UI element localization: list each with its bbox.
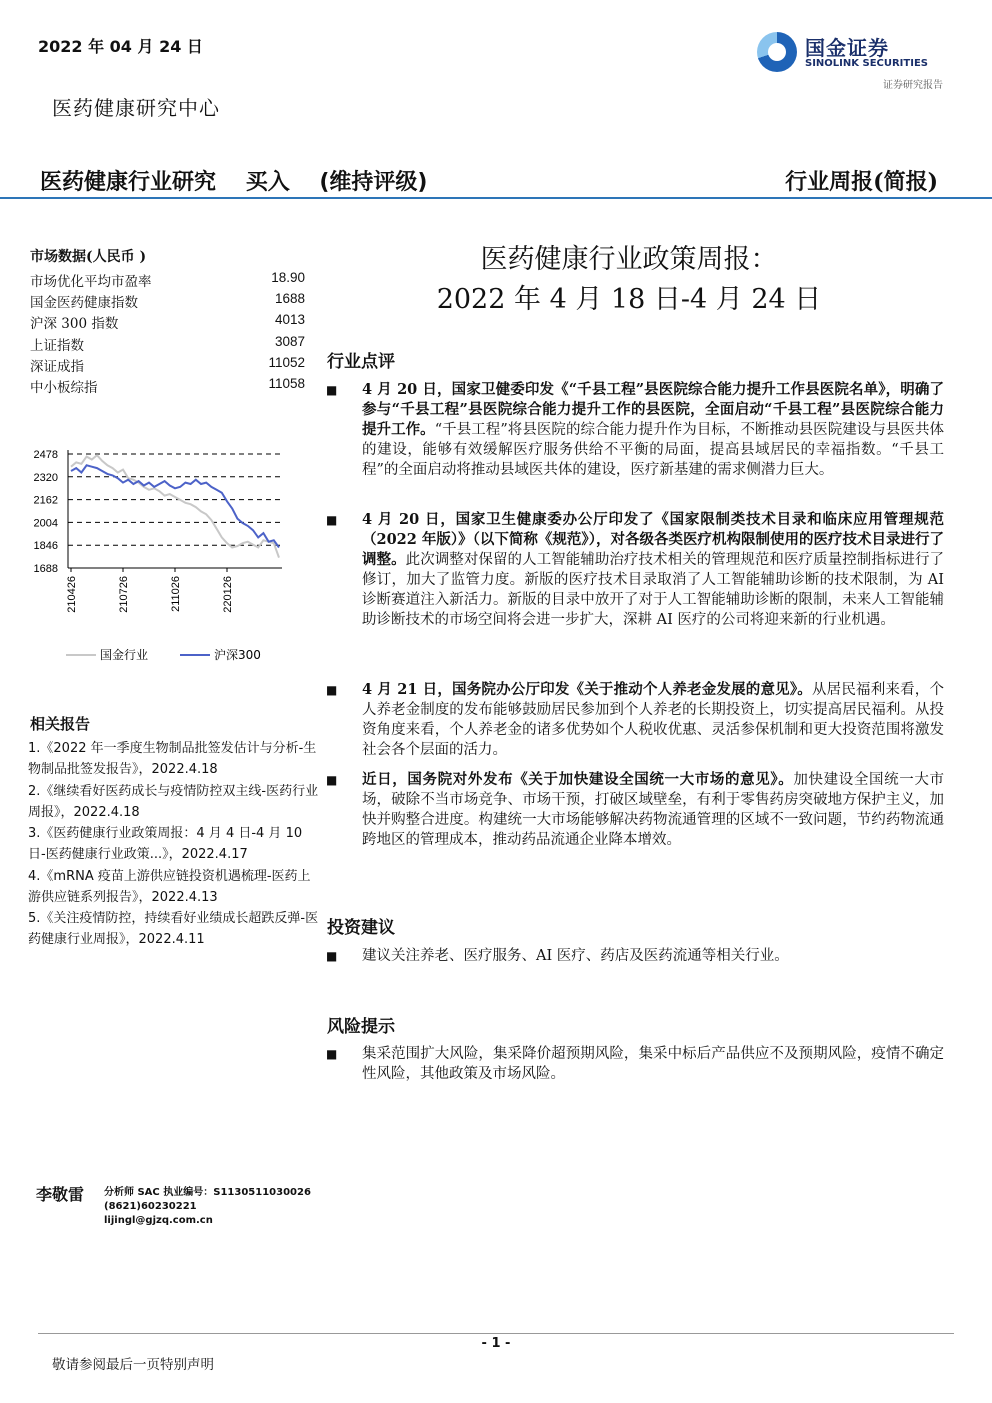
bullet-icon: ■	[326, 383, 338, 397]
y-tick-label: 1688	[33, 563, 58, 575]
comment-text: “千县工程”将县医院的综合能力提升作为目标，不断推动县医院建设与县医共体的建设，能够有效缓解医疗服务供给不平衡的局面，提高县域居民的幸福指数。“千县工程”的全面启动将推动县域医共体的建设，医疗新基建的需求侧潜力巨大。	[362, 422, 945, 478]
market-row	[30, 376, 305, 396]
market-value: 1688	[274, 291, 305, 306]
related-item[interactable]: 5.《关注疫情防控，持续看好业绩成长超跌反弹-医药健康行业周报》，2022.4.11	[28, 911, 319, 947]
report-type: 行业周报(简报)	[785, 169, 938, 195]
related-title: 相关报告	[30, 715, 91, 733]
x-tick-label: 210426	[66, 576, 78, 613]
logo-mark-icon	[757, 32, 797, 72]
research-center: 医药健康研究中心	[52, 96, 220, 120]
comment-item	[326, 380, 944, 480]
y-tick-label: 2004	[33, 517, 58, 530]
x-tick-label: 210726	[118, 576, 130, 613]
report-title-line1: 医药健康行业政策周报：	[480, 244, 778, 275]
rating-label: 买入	[245, 170, 290, 195]
market-row	[30, 291, 305, 311]
series-line-1	[71, 465, 279, 547]
author-phone: (8621)60230221	[104, 1201, 197, 1212]
y-tick-label: 2478	[33, 449, 58, 461]
logo-cn: 国金证券	[805, 36, 889, 60]
title-bar	[40, 165, 450, 196]
x-tick-label: 211026	[170, 576, 182, 612]
market-value: 4013	[274, 312, 305, 327]
header-divider	[0, 197, 992, 199]
market-value: 11058	[268, 376, 305, 391]
market-row	[30, 270, 305, 290]
invest-heading: 投资建议	[327, 918, 395, 938]
comment-bold: 4 月 20 日，国家卫健委印发《“千县工程”县医院综合能力提升工作县医院名单》，明确了参与“千县工程”县医院综合能力提升工作的县医院，全面启动“千县工程”县医院综合能力提升工作。	[362, 381, 944, 438]
page-number: - 1 -	[481, 1336, 511, 1351]
market-row	[30, 334, 305, 354]
comment-text: 从居民福利来看，个人养老金制度的发布能够鼓励居民参加到个人养老的长期投资上，切实提高居民福利。从投资角度来看，个人养老金的诸多优势如个人税收优惠、灵活参保机制和更大投资范围将激发社会各个层面的活力。	[362, 682, 944, 758]
author-sac: 分析师 SAC 执业编号：S1130511030026	[104, 1187, 311, 1198]
market-label: 中小板综指	[30, 380, 98, 396]
comment-bold: 近日，国务院对外发布《关于加快建设全国统一大市场的意见》。	[362, 771, 794, 788]
related-item[interactable]: 4.《mRNA 疫苗上游供应链投资机遇梳理-医药上游供应链系列报告》，2022.4.13	[28, 869, 311, 905]
market-label: 沪深 300 指数	[30, 316, 119, 332]
logo-en: SINOLINK SECURITIES	[805, 58, 928, 69]
comment-heading: 行业点评	[327, 352, 395, 372]
related-item[interactable]: 1.《2022 年一季度生物制品批签发估计与分析-生物制品批签发报告》，2022.4.18	[28, 741, 317, 777]
bullet-icon: ■	[326, 773, 338, 787]
x-tick-label: 220126	[222, 576, 234, 613]
legend-label: 沪深300	[214, 648, 261, 662]
market-data-title: 市场数据(人民币 )	[30, 249, 147, 265]
risk-text: 集采范围扩大风险，集采降价超预期风险，集采中标后产品供应不及预期风险，疫情不确定性风险，其他政策及市场风险。	[362, 1046, 944, 1082]
y-tick-label: 2162	[33, 494, 58, 507]
bullet-icon: ■	[326, 683, 338, 697]
risk-item	[326, 1044, 944, 1084]
market-label: 深证成指	[30, 359, 84, 375]
comment-bold: 4 月 20 日，国家卫生健康委办公厅印发了《国家限制类技术目录和临床应用管理规范（2022 年版）》（以下简称《规范》），对各级各类医疗机构限制使用的医疗技术目录进行了调整。	[362, 511, 944, 568]
comment-text: 此次调整对保留的人工智能辅助治疗技术相关的管理规范和医疗质量控制指标进行了修订，加大了监管力度。新版的医疗技术目录取消了人工智能辅助诊断的技术限制，为 AI 诊断赛道注入新活力。新版的目录中放开了对于人工智能辅助诊断的限制，未来人工智能辅助诊断技术的市场空间将会进一步扩大，深耕 AI 医疗的公司将迎来新的行业机遇。	[362, 552, 944, 628]
comment-item	[326, 510, 944, 630]
market-label: 市场优化平均市盈率	[30, 274, 152, 290]
footer-divider	[38, 1333, 954, 1334]
report-title	[326, 240, 932, 320]
legend-label: 国金行业	[100, 648, 149, 662]
author-name: 李敬雷	[36, 1185, 85, 1204]
bullet-icon: ■	[326, 949, 338, 963]
market-value: 18.90	[271, 270, 305, 285]
bullet-icon: ■	[326, 1047, 338, 1061]
related-item[interactable]: 3.《医药健康行业政策周报：4 月 4 日-4 月 10 日-医药健康行业政策...》，2022.4.17	[28, 826, 303, 862]
invest-text: 建议关注养老、医疗服务、AI 医疗、药店及医药流通等相关行业。	[362, 948, 789, 964]
comment-bold: 4 月 21 日，国务院办公厅印发《关于推动个人养老金发展的意见》。	[362, 681, 812, 698]
related-item[interactable]: 2.《继续看好医药成长与疫情防控双主线-医药行业周报》，2022.4.18	[28, 784, 319, 820]
report-date: 2022 年 04 月 24 日	[38, 37, 203, 56]
market-row	[30, 355, 305, 375]
logo-sub: 证券研究报告	[883, 80, 943, 91]
market-value: 11052	[268, 355, 305, 370]
market-row	[30, 312, 305, 332]
bullet-icon: ■	[326, 513, 338, 527]
market-label: 国金医药健康指数	[30, 295, 138, 311]
comment-item	[326, 680, 944, 760]
author-email[interactable]: lijingl@gjzq.com.cn	[104, 1215, 213, 1226]
y-tick-label: 1846	[33, 540, 58, 553]
comment-item	[326, 770, 944, 850]
market-label: 上证指数	[30, 338, 84, 354]
invest-item	[326, 946, 944, 966]
report-title-line2: 2022 年 4 月 18 日-4 月 24 日	[436, 284, 822, 315]
company-logo	[757, 30, 947, 92]
y-tick-label: 2320	[33, 471, 58, 484]
risk-heading: 风险提示	[327, 1017, 395, 1037]
comment-text: 加快建设全国统一大市场，破除不当市场竞争、市场干预，打破区域壁垒，有利于零售药房突破地方保护主义，加快并购整合进度。构建统一大市场能够解决药物流通管理的区域不一致问题，节约药物流通跨地区的管理成本，推动药品流通企业降本增效。	[362, 772, 944, 848]
market-value: 3087	[274, 334, 305, 349]
rating-note: (维持评级)	[319, 170, 428, 195]
author-info	[104, 1186, 311, 1228]
index-chart	[28, 446, 290, 676]
industry-label: 医药健康行业研究	[40, 170, 217, 195]
disclaimer: 敬请参阅最后一页特别声明	[52, 1357, 214, 1373]
